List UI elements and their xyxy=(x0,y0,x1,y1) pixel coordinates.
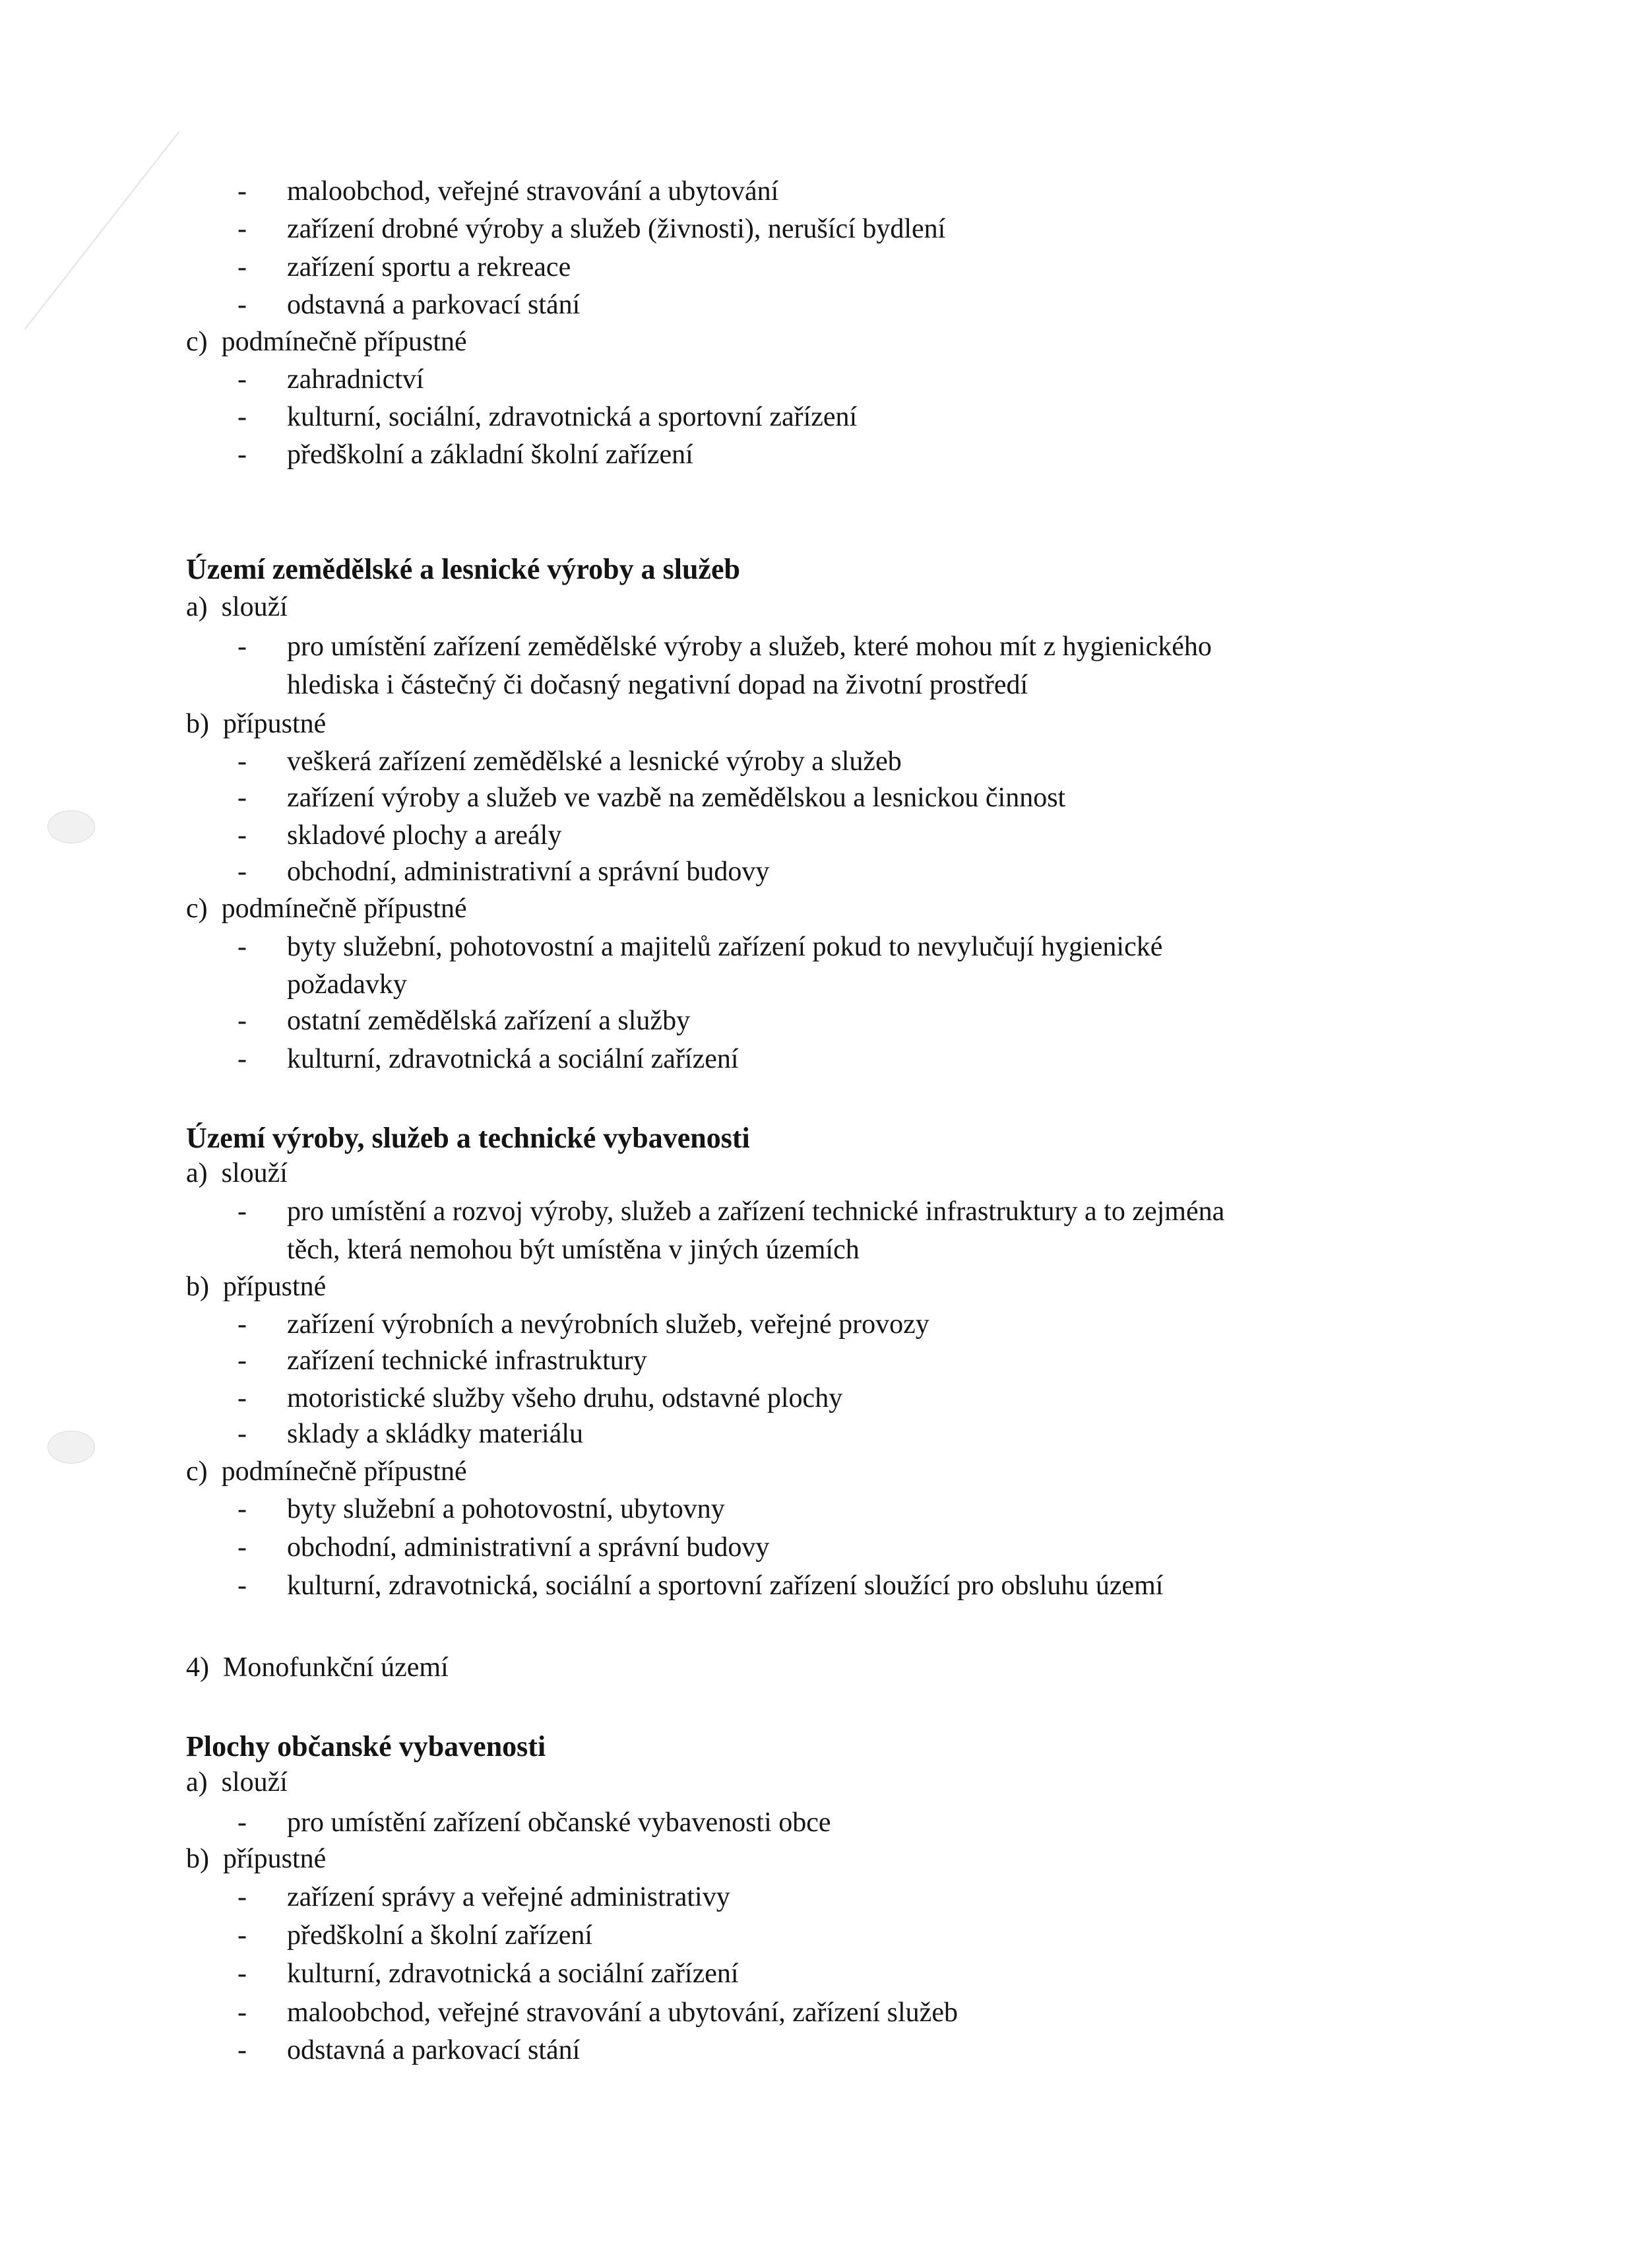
list-dash: - xyxy=(237,1419,247,1449)
list-item xyxy=(237,630,1212,663)
list-item xyxy=(237,288,580,321)
list-item-text: předškolní a školní zařízení xyxy=(287,1920,593,1951)
list-item-text: pro umístění zařízení občanské vybavenosti obce xyxy=(287,1807,831,1838)
list-item-text: obchodní, administrativní a správní budovy xyxy=(287,857,770,887)
list-item xyxy=(237,1195,1224,1228)
list-dash: - xyxy=(237,932,247,962)
list-item xyxy=(237,1004,690,1037)
list-item-text: kulturní, zdravotnická a sociální zařízení xyxy=(287,1959,739,1989)
list-item xyxy=(237,363,424,396)
list-item xyxy=(237,1308,929,1341)
list-dash: - xyxy=(237,1882,247,1912)
list-item xyxy=(237,781,1065,814)
list-label: b) přípustné xyxy=(186,1844,327,1874)
list-dash: - xyxy=(237,402,247,432)
list-dash: - xyxy=(237,783,247,813)
list-item-continuation: těch, která nemohou být umístěna v jiných územích xyxy=(287,1235,860,1265)
list-label: 4) Monofunkční území xyxy=(186,1652,449,1683)
list-item-text: zařízení technické infrastruktury xyxy=(287,1345,647,1376)
list-dash: - xyxy=(237,1345,247,1376)
list-item-text: skladové plochy a areály xyxy=(287,820,562,851)
list-item xyxy=(237,1382,842,1415)
list-dash: - xyxy=(237,1920,247,1951)
list-item xyxy=(237,1996,958,2029)
list-dash: - xyxy=(237,2035,247,2065)
list-item xyxy=(237,819,561,852)
list-item-text: motoristické služby všeho druhu, odstavné plochy xyxy=(287,1383,843,1413)
list-item xyxy=(237,1569,1163,1602)
list-label: a) slouží xyxy=(186,592,288,622)
list-item-continuation: požadavky xyxy=(287,969,407,1000)
list-item xyxy=(237,251,571,284)
list-item-text: sklady a skládky materiálu xyxy=(287,1419,584,1449)
list-item-text: kulturní, zdravotnická a sociální zařízení xyxy=(287,1044,739,1074)
list-label: c) podmínečně přípustné xyxy=(186,893,467,924)
list-item xyxy=(237,1417,583,1450)
section-heading: Území výroby, služeb a technické vybavenosti xyxy=(186,1122,750,1154)
list-item-text: zařízení výrobních a nevýrobních služeb, veřejné provozy xyxy=(287,1309,929,1340)
list-dash: - xyxy=(237,1383,247,1413)
list-item-text: obchodní, administrativní a správní budovy xyxy=(287,1532,770,1563)
list-label: b) přípustné xyxy=(186,1272,327,1302)
list-dash: - xyxy=(237,1309,247,1340)
list-dash: - xyxy=(237,1571,247,1601)
list-item xyxy=(237,1806,831,1839)
list-dash: - xyxy=(237,1006,247,1036)
punch-hole-upper xyxy=(47,810,95,843)
list-dash: - xyxy=(237,1807,247,1838)
list-item-text: pro umístění zařízení zemědělské výroby a služeb, které mohou mít z hygienického xyxy=(287,632,1212,662)
list-item xyxy=(237,1957,739,1990)
list-item-text: zahradnictví xyxy=(287,364,424,395)
list-dash: - xyxy=(237,1959,247,1989)
list-dash: - xyxy=(237,252,247,282)
list-dash: - xyxy=(237,746,247,777)
list-dash: - xyxy=(237,1532,247,1563)
list-item-text: byty služební a pohotovostní, ubytovny xyxy=(287,1494,725,1524)
list-item-text: předškolní a základní školní zařízení xyxy=(287,439,693,470)
list-item xyxy=(237,1493,725,1526)
list-item-text: ostatní zemědělská zařízení a služby xyxy=(287,1006,691,1036)
punch-hole-lower xyxy=(47,1431,95,1464)
list-item xyxy=(237,401,857,434)
list-item xyxy=(237,1043,739,1076)
list-dash: - xyxy=(237,364,247,395)
list-item-text: maloobchod, veřejné stravování a ubytování xyxy=(287,176,779,207)
list-dash: - xyxy=(237,290,247,320)
list-item xyxy=(237,1919,592,1952)
list-item-continuation: hlediska i částečný či dočasný negativní dopad na životní prostředí xyxy=(287,670,1028,700)
list-item xyxy=(237,2034,580,2067)
list-item xyxy=(237,1531,769,1564)
list-dash: - xyxy=(237,820,247,851)
list-item xyxy=(237,438,693,471)
list-dash: - xyxy=(237,439,247,470)
list-item-text: pro umístění a rozvoj výroby, služeb a zařízení technické infrastruktury a to zejména xyxy=(287,1196,1225,1227)
list-label: c) podmínečně přípustné xyxy=(186,1456,467,1487)
section-heading: Plochy občanské vybavenosti xyxy=(186,1730,546,1763)
list-label: a) slouží xyxy=(186,1158,288,1188)
list-label: a) slouží xyxy=(186,1767,288,1798)
list-item-text: zařízení sportu a rekreace xyxy=(287,252,571,282)
list-dash: - xyxy=(237,176,247,207)
list-item-text: odstavná a parkovací stání xyxy=(287,290,581,320)
list-item-text: veškerá zařízení zemědělské a lesnické výroby a služeb xyxy=(287,746,902,777)
list-item xyxy=(237,212,945,245)
list-item-text: zařízení správy a veřejné administrativy xyxy=(287,1882,730,1912)
list-item xyxy=(237,930,1162,963)
list-item-text: odstavná a parkovací stání xyxy=(287,2035,581,2065)
list-dash: - xyxy=(237,1044,247,1074)
list-dash: - xyxy=(237,857,247,887)
list-item xyxy=(237,1881,730,1914)
folded-corner-shadow xyxy=(0,0,180,329)
list-dash: - xyxy=(237,632,247,662)
list-item-text: kulturní, zdravotnická, sociální a sportovní zařízení sloužící pro obsluhu území xyxy=(287,1571,1164,1601)
list-dash: - xyxy=(237,214,247,244)
list-item-text: byty služební, pohotovostní a majitelů zařízení pokud to nevylučují hygienické xyxy=(287,932,1163,962)
list-dash: - xyxy=(237,1196,247,1227)
section-heading: Území zemědělské a lesnické výroby a služeb xyxy=(186,553,740,585)
list-item-text: zařízení výroby a služeb ve vazbě na zemědělskou a lesnickou činnost xyxy=(287,783,1066,813)
list-item-text: maloobchod, veřejné stravování a ubytování, zařízení služeb xyxy=(287,1997,958,2028)
list-dash: - xyxy=(237,1494,247,1524)
list-item xyxy=(237,745,902,778)
list-dash: - xyxy=(237,1997,247,2028)
list-item xyxy=(237,175,778,208)
list-item xyxy=(237,1344,647,1377)
list-item xyxy=(237,855,769,888)
list-item-text: kulturní, sociální, zdravotnická a sportovní zařízení xyxy=(287,402,858,432)
list-label: c) podmínečně přípustné xyxy=(186,327,467,357)
list-item-text: zařízení drobné výroby a služeb (živnosti), nerušící bydlení xyxy=(287,214,946,244)
list-label: b) přípustné xyxy=(186,709,327,739)
